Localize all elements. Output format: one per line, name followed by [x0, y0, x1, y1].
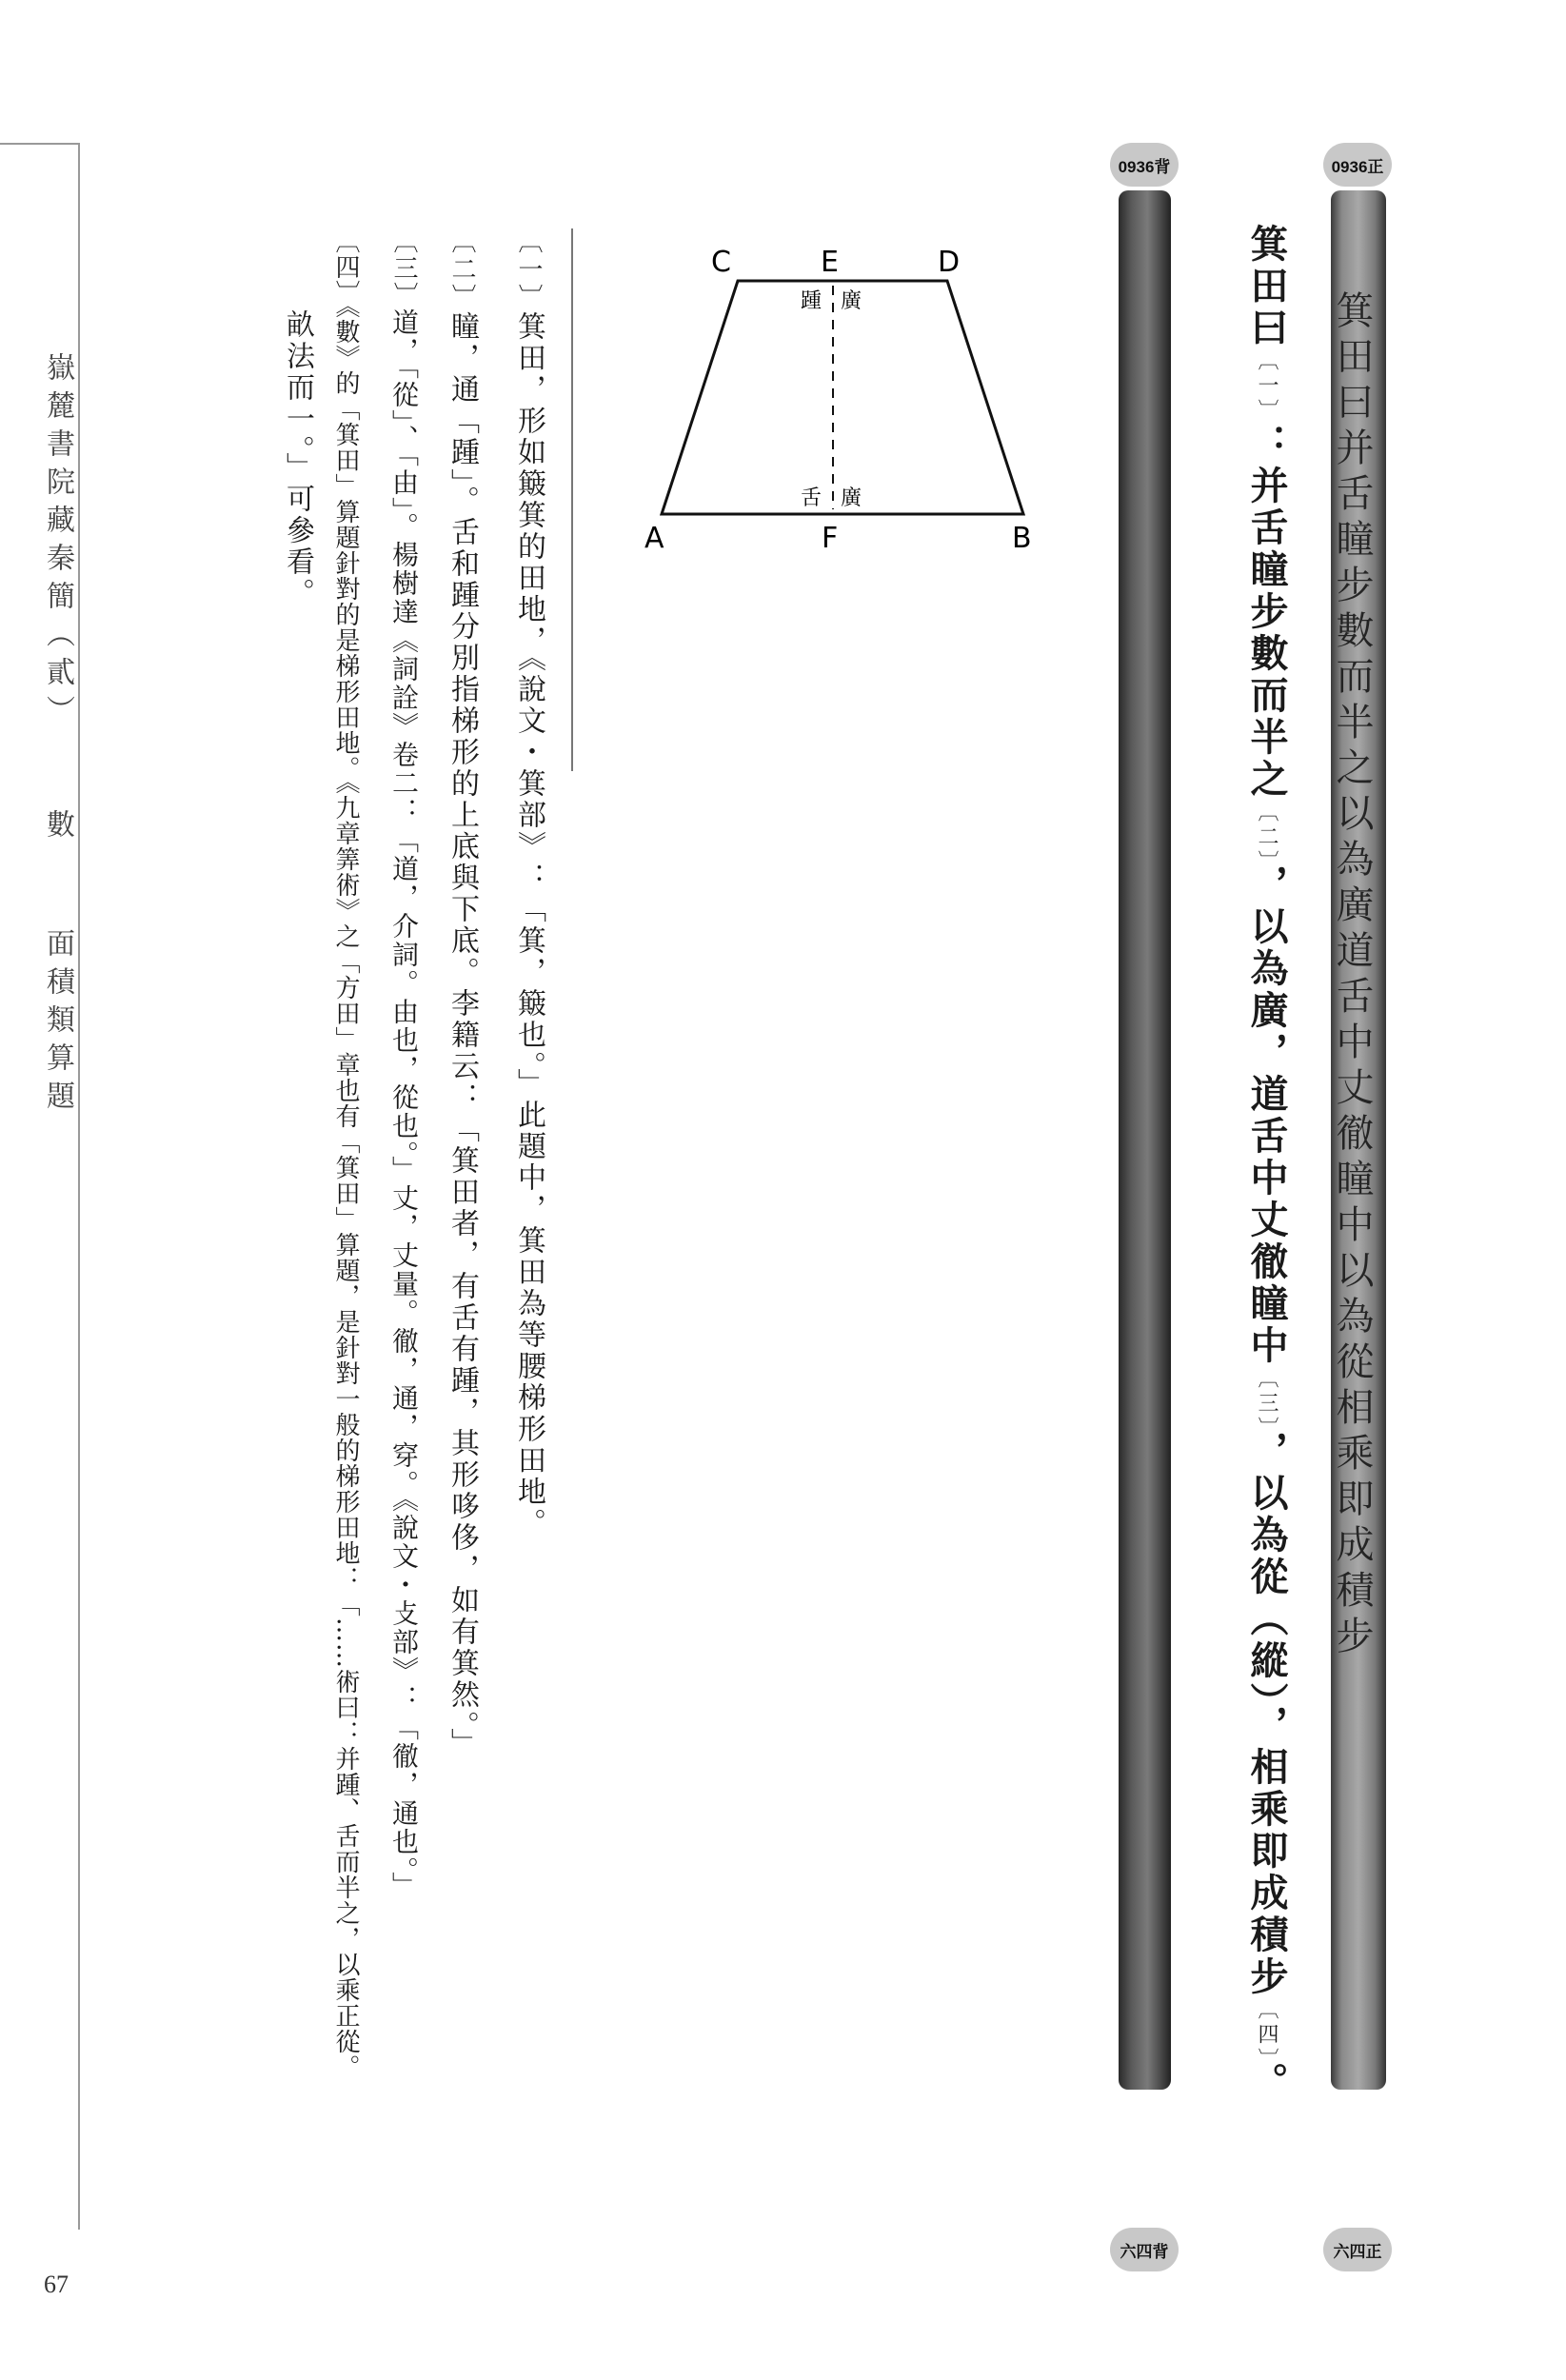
- label-width-top: 廣: [841, 289, 862, 313]
- note-marker: 〔一〕: [514, 228, 543, 311]
- label-width-bottom: 廣: [841, 486, 862, 510]
- note-4: [333, 228, 358, 2080]
- label-c: C: [711, 246, 731, 279]
- bamboo-strip-back-image: [1119, 190, 1171, 2090]
- trapezoid-diagram: [624, 233, 1061, 566]
- label-a: A: [644, 522, 664, 555]
- book-title: 嶽麓書院藏秦簡（貳）: [41, 352, 74, 733]
- note-4-continuation: 畝法而一。」可參看。: [281, 309, 314, 609]
- note-marker: 〔二〕: [447, 228, 476, 311]
- section-title: 數: [41, 809, 74, 838]
- note-3: [388, 228, 420, 1900]
- main-text-part: ，以為從（縱），相乘即成積步: [1244, 1431, 1288, 1998]
- note-marker: 〔四〕: [331, 228, 360, 306]
- note-text: 道，「從」、「由」。楊樹達《詞詮》卷二：「道，介詞。由也，從也。」丈，丈量。徹，通，穿。《說文・攴部》：「徹，通也。」: [388, 308, 420, 1900]
- topic-title: 面積類算題: [41, 928, 74, 1119]
- note-text: 《數》的「箕田」算題針對的是梯形田地。《九章筭術》之「方田」章也有「箕田」算題，是針對一般的梯形田地：「……術曰：并踵、舌而半之，以乘正從。: [331, 306, 360, 2080]
- main-text-part: 箕田曰: [1244, 224, 1288, 349]
- label-heel: 踵: [801, 289, 823, 313]
- footnote-ref: 〔三〕: [1255, 1367, 1279, 1431]
- note-text: 箕田，形如簸箕的田地，《說文・箕部》：「箕，簸也。」此題中，箕田為等腰梯形田地。: [512, 311, 545, 1539]
- notes-divider: [571, 228, 573, 771]
- note-1: [514, 228, 543, 1539]
- main-text-part: ，以為廣，道舌中丈徹瞳中: [1244, 864, 1288, 1367]
- page-number: 67: [44, 2271, 69, 2298]
- strip-script: 箕田曰并舌瞳步數而半之以為廣道舌中丈徹瞳中以為從相乘即成積步: [1330, 290, 1374, 1661]
- label-tongue: 舌: [801, 486, 823, 510]
- main-transcription: [1244, 224, 1288, 2104]
- main-text-part: ：并舌瞳步數而半之: [1244, 424, 1288, 801]
- note-text: 瞳，通「踵」。舌和踵分別指梯形的上底與下底。李籍云：「箕田者，有舌有踵，其形哆侈，如有箕然。」: [446, 311, 479, 1759]
- footnote-ref: 〔四〕: [1255, 1998, 1279, 2062]
- strip-back-bottom-label: 六四背: [1110, 2228, 1179, 2271]
- main-text-part: 。: [1244, 2062, 1288, 2104]
- footnote-ref: 〔一〕: [1255, 349, 1279, 424]
- label-f: F: [822, 522, 839, 555]
- footnote-ref: 〔二〕: [1255, 801, 1279, 864]
- label-d: D: [938, 246, 961, 279]
- note-2: [446, 228, 479, 1759]
- strip-front-bottom-label: 六四正: [1323, 2228, 1392, 2271]
- trapezoid-shape: [662, 281, 1023, 514]
- note-marker: 〔三〕: [389, 228, 418, 308]
- strip-front-label: 0936正: [1323, 143, 1392, 187]
- strip-back-label: 0936背: [1110, 143, 1179, 187]
- label-b: B: [1012, 522, 1032, 555]
- label-e: E: [821, 246, 839, 279]
